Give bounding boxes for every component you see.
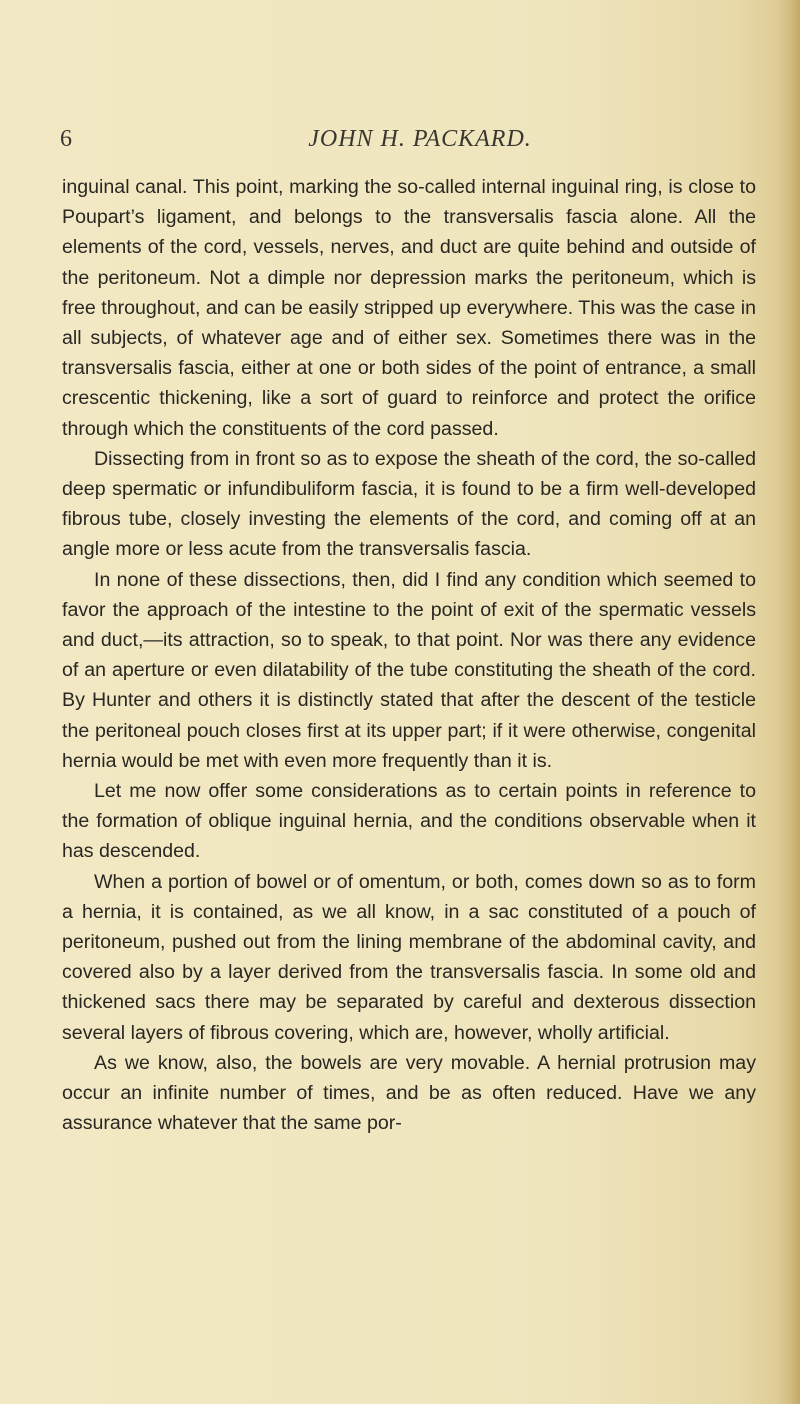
paragraph: When a portion of bowel or of omentum, or both, comes down so as to form a hernia, it is contained, as we all know, in a sac constituted of a pouch of peritoneum, pushed out from the lining membrane of the abdominal cavity, and covered also by a layer derived from the transversalis fascia. In some old and thickened sacs there may be separated by careful and dexterous dissection several layers of fibrous covering, which are, however, wholly artificial. [62,870,756,1044]
paragraph: In none of these dissections, then, did I find any condition which seemed to favor the approach of the intestine to the point of exit of the spermatic vessels and duct,—its attraction, so to speak, to that point. Nor was there any evidence of an aperture or even dilatability of the tube constituting the sheath of the cord. By Hunter and others it is distinctly stated that after the descent of the testicle the peritoneal pouch closes first at its upper part; if it were otherwise, congenital hernia would be met with even more frequently than it is. [62,568,756,772]
running-head: JOHN H. PACKARD. [308,126,532,152]
paragraph: inguinal canal. This point, marking the so-called internal inguinal ring, is close to Poupart’s ligament, and belongs to the transversalis fascia alone. All the elements of the cord, vessels, nerves, and duct are quite behind and outside of the peritoneum. Not a dimple nor depression marks the peritoneum, which is free throughout, and can be easily stripped up everywhere. This was the case in all subjects, of whatever age and of either sex. Sometimes there was in the transversalis fascia, either at one or both sides of the point of entrance, a small crescentic thickening, like a sort of guard to reinforce and protect the orifice through which the constituents of the cord passed. [62,176,756,440]
paragraph: Let me now offer some considerations as to certain points in reference to the formation of oblique inguinal hernia, and the conditions observable when it has descended. [62,780,756,863]
paragraph: As we know, also, the bowels are very movable. A hernial protrusion may occur an infinite number of times, and be as often reduced. Have we any assurance whatever that the same por- [62,1051,756,1135]
page-number: 6 [60,126,72,152]
page-edge-shading [778,0,800,1404]
body-text [62,172,756,1139]
page-header [60,126,760,166]
paragraph: Dissecting from in front so as to expose the sheath of the cord, the so-called deep spermatic or infundibuliform fascia, it is found to be a firm well-developed fibrous tube, closely investing the elements of the cord, and coming off at an angle more or less acute from the transversalis fascia. [62,447,756,561]
